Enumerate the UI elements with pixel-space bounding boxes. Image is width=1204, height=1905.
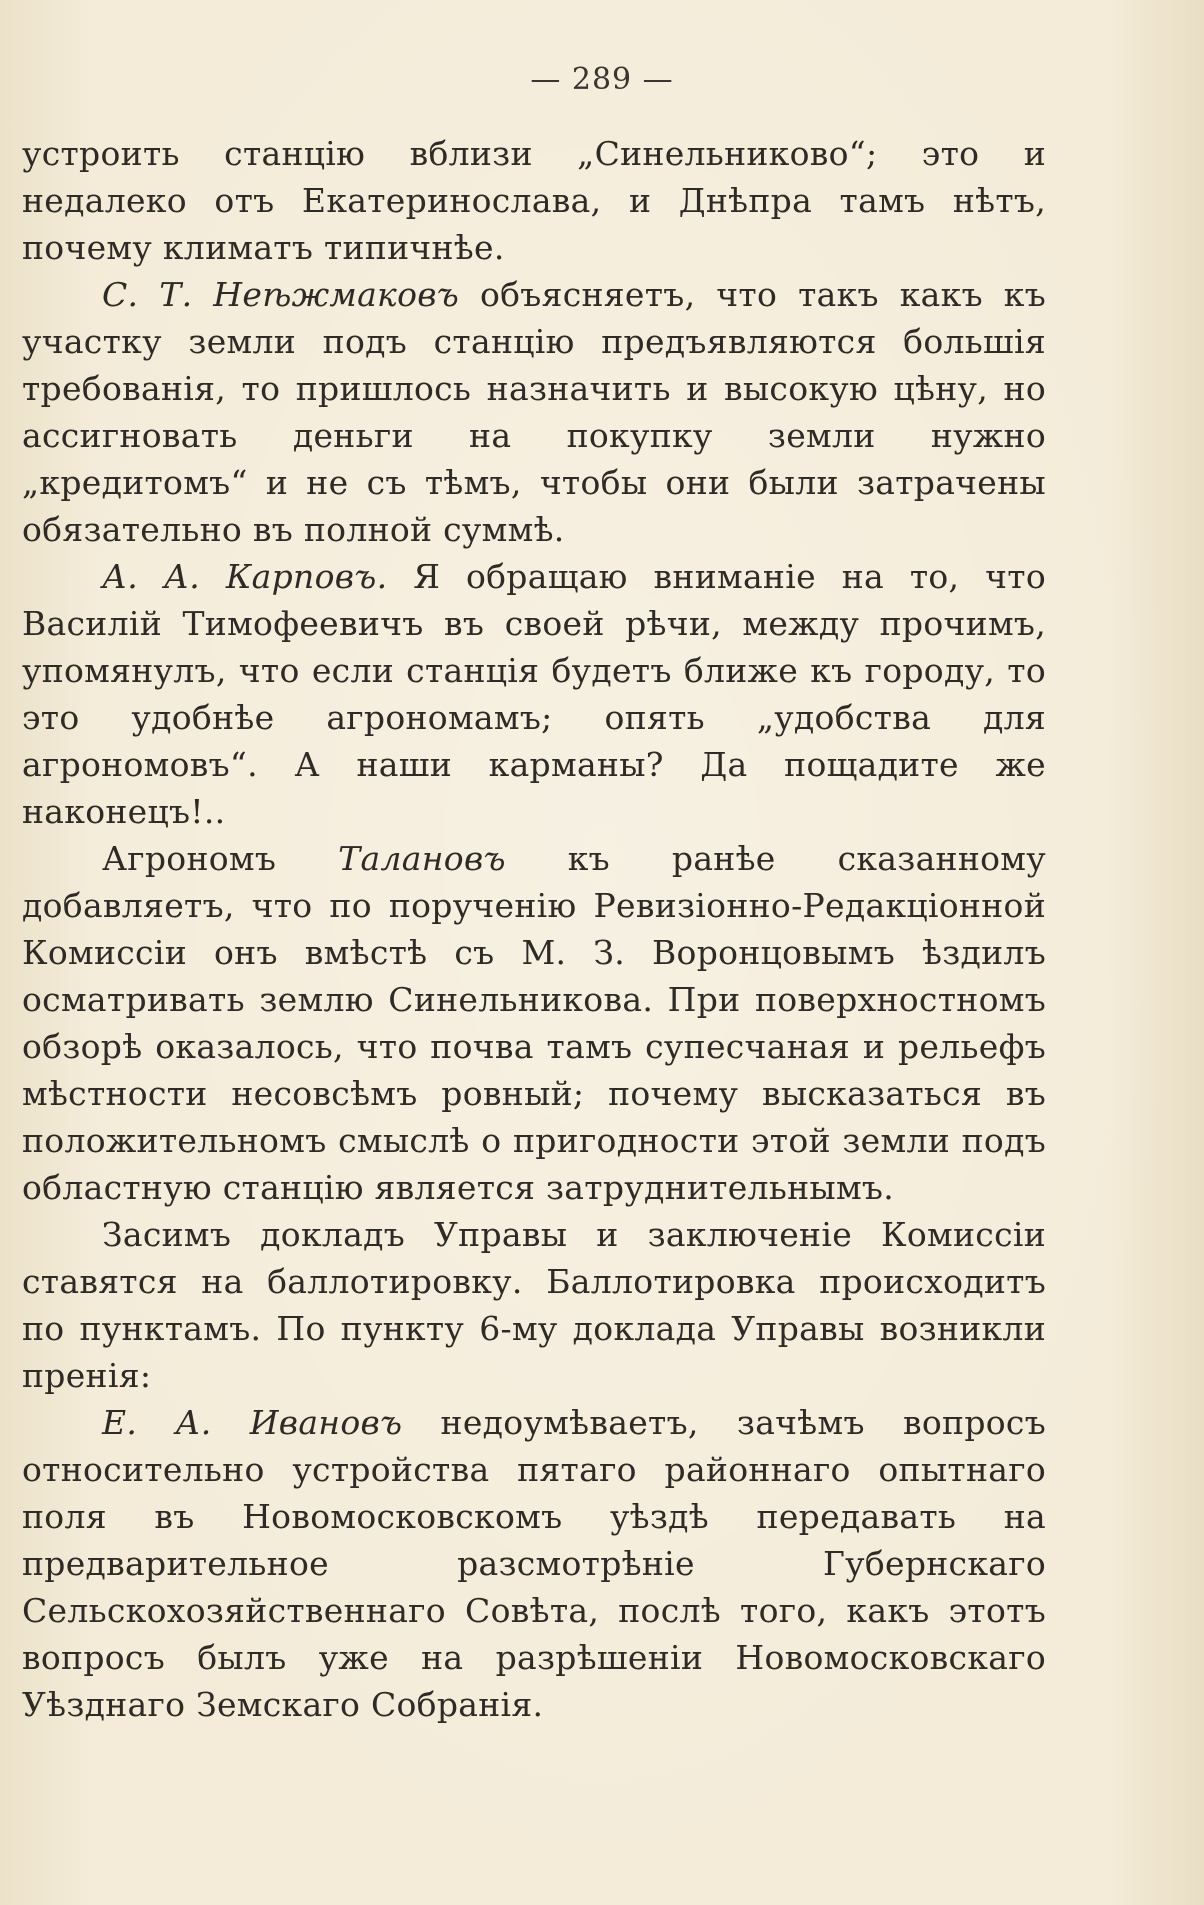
paragraph-1-text: устроить станцію вблизи „Синельниково“; это и недалеко отъ Екатеринослава, и Днѣпра тамъ нѣтъ, почему климатъ типичнѣе. [22,134,1046,267]
paragraph-4 [22,835,1046,1211]
paragraph-5-text: Засимъ докладъ Управы и заключеніе Комиссіи ставятся на баллотировку. Баллотировка происходитъ по пунктамъ. По пункту 6-му доклада Управы возникли пренія: [22,1215,1046,1395]
paragraph-6-text: недоумѣваетъ, зачѣмъ вопросъ относительно устройства пятаго районнаго опытнаго поля въ Новомосковскомъ уѣздѣ передавать на предварительное разсмотрѣніе Губернскаго Сельскохозяйственнаго Совѣта, послѣ того, какъ этотъ вопросъ былъ уже на разрѣшеніи Новомосковскаго Уѣзднаго Земскаго Собранія. [22,1403,1047,1724]
speaker-name: Талановъ [338,839,506,878]
speaker-name: С. Т. Неѣжмаковъ [102,275,460,314]
paragraph-2-text: объясняетъ, что такъ какъ къ участку земли подъ станцію предъявляются большія требованія, то пришлось назначить и высокую цѣну, но ассигновать деньги на покупку земли нужно „кредитомъ“ и не съ тѣмъ, чтобы они были затрачены обязательно въ полной суммѣ. [22,275,1047,549]
paragraph-6 [22,1399,1046,1728]
paragraph-1 [22,130,1046,271]
paragraph-2 [22,271,1046,553]
speaker-name: А. А. Карповъ. [102,557,388,596]
paragraph-4-text: къ ранѣе сказанному добавляетъ, что по порученію Ревизіонно-Редакціонной Комиссіи онъ вмѣстѣ съ М. З. Воронцовымъ ѣздилъ осматривать землю Синельникова. При поверхностномъ обзорѣ оказалось, что почва тамъ супесчаная и рельефъ мѣстности несовсѣмъ ровный; почему высказаться въ положительномъ смыслѣ о пригодности этой земли подъ областную станцію является затруднительнымъ. [22,839,1046,1207]
paragraph-3 [22,553,1046,835]
page-number: — 289 — [530,62,674,97]
paragraph-3-text: Я обращаю вниманіе на то, что Василій Тимофеевичъ въ своей рѣчи, между прочимъ, упомянулъ, что если станція будетъ ближе къ городу, то это удобнѣе агрономамъ; опять „удобства для агрономовъ“. А наши карманы? Да пощадите же наконецъ!.. [22,557,1047,831]
speaker-prefix: Агрономъ [102,839,339,878]
paragraph-5 [22,1211,1046,1399]
body-text [22,130,1046,1728]
speaker-name: Е. А. Ивановъ [102,1403,403,1442]
